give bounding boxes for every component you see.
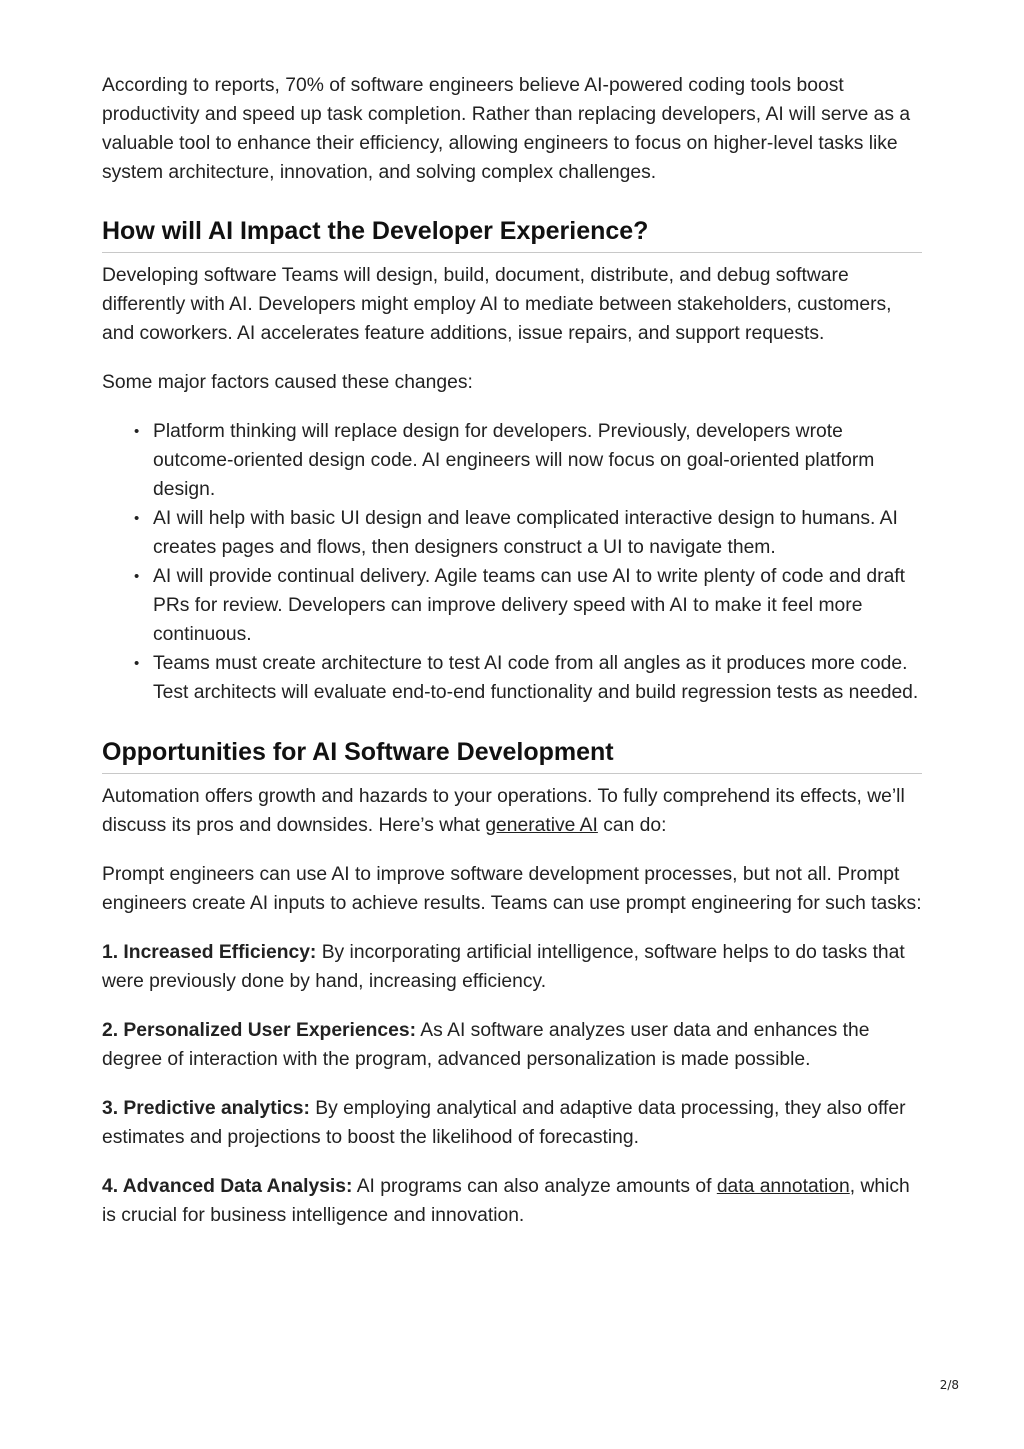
list-item: [134, 504, 922, 562]
section-heading-opportunities: Opportunities for AI Software Development: [102, 737, 922, 774]
bullet-icon: •: [134, 568, 140, 585]
list-item: [134, 417, 922, 504]
list-item: [134, 649, 922, 707]
data-annotation-link[interactable]: data annotation: [716, 1176, 850, 1197]
opportunity-item: [102, 1016, 922, 1074]
automation-text: Automation offers growth and hazards to your operations. To fully comprehend its effects, we’ll discuss its pros and downsides. Here’s what: [102, 786, 905, 836]
automation-text-end: can do:: [597, 815, 667, 836]
factors-list: [102, 417, 922, 707]
opportunity-label: 1. Increased Efficiency:: [102, 942, 317, 963]
developer-experience-paragraph: Developing software Teams will design, build, document, distribute, and debug software differently with AI. Developers might employ AI to mediate between stakeholders, customers, and coworkers. AI accelerates feature additions, issue repairs, and support requests.: [102, 265, 892, 344]
opportunity-item: [102, 938, 922, 996]
opportunity-text: AI programs can also analyze amounts of: [352, 1176, 717, 1197]
list-item-text: AI will help with basic UI design and leave complicated interactive design to humans. AI creates pages and flows, then designers construct a UI to navigate them.: [153, 508, 898, 558]
bullet-icon: •: [134, 655, 140, 672]
opportunity-label: 4. Advanced Data Analysis:: [102, 1176, 353, 1197]
opportunity-text: As AI software analyzes user data and enhances the degree of interaction with the program, advanced personalization is made possible.: [102, 1020, 870, 1070]
bullet-icon: •: [134, 423, 140, 440]
list-item: [134, 562, 922, 649]
bullet-icon: •: [134, 510, 140, 527]
list-item-text: Teams must create architecture to test AI code from all angles as it produces more code. Test architects will evaluate end-to-end functionality and build regression tests as needed.: [153, 653, 919, 703]
section-heading-developer-experience: How will AI Impact the Developer Experience?: [102, 216, 922, 253]
opportunity-text: By employing analytical and adaptive data processing, they also offer estimates and projections to boost the likelihood of forecasting.: [102, 1098, 906, 1148]
article-body: [102, 71, 922, 1230]
opportunity-text: By incorporating artificial intelligence, software helps to do tasks that were previously done by hand, increasing efficiency.: [102, 942, 905, 992]
opportunity-item: [102, 1094, 922, 1152]
opportunity-label: 3. Predictive analytics:: [102, 1098, 310, 1119]
page-number: 2/8: [939, 1378, 959, 1392]
opportunity-item: [102, 1172, 922, 1230]
factors-intro-paragraph: Some major factors caused these changes:: [102, 372, 473, 393]
opportunity-label: 2. Personalized User Experiences:: [102, 1020, 417, 1041]
list-item-text: Platform thinking will replace design for developers. Previously, developers wrote outcome-oriented design code. AI engineers will now focus on goal-oriented platform design.: [153, 421, 875, 500]
intro-paragraph: According to reports, 70% of software engineers believe AI-powered coding tools boost productivity and speed up task completion. Rather than replacing developers, AI will serve as a valuable tool to enhance their efficiency, allowing engineers to focus on higher-level tasks like system architecture, innovation, and solving complex challenges.: [102, 75, 911, 183]
automation-paragraph: [102, 782, 922, 840]
generative-ai-link[interactable]: generative AI: [485, 815, 598, 836]
opportunity-text-end: , which is crucial for business intelligence and innovation.: [102, 1176, 910, 1226]
prompt-engineers-paragraph: Prompt engineers can use AI to improve software development processes, but not all. Prompt engineers create AI inputs to achieve results. Teams can use prompt engineering for such tasks:: [102, 864, 922, 914]
list-item-text: AI will provide continual delivery. Agile teams can use AI to write plenty of code and draft PRs for review. Developers can improve delivery speed with AI to make it feel more continuous.: [153, 566, 906, 645]
